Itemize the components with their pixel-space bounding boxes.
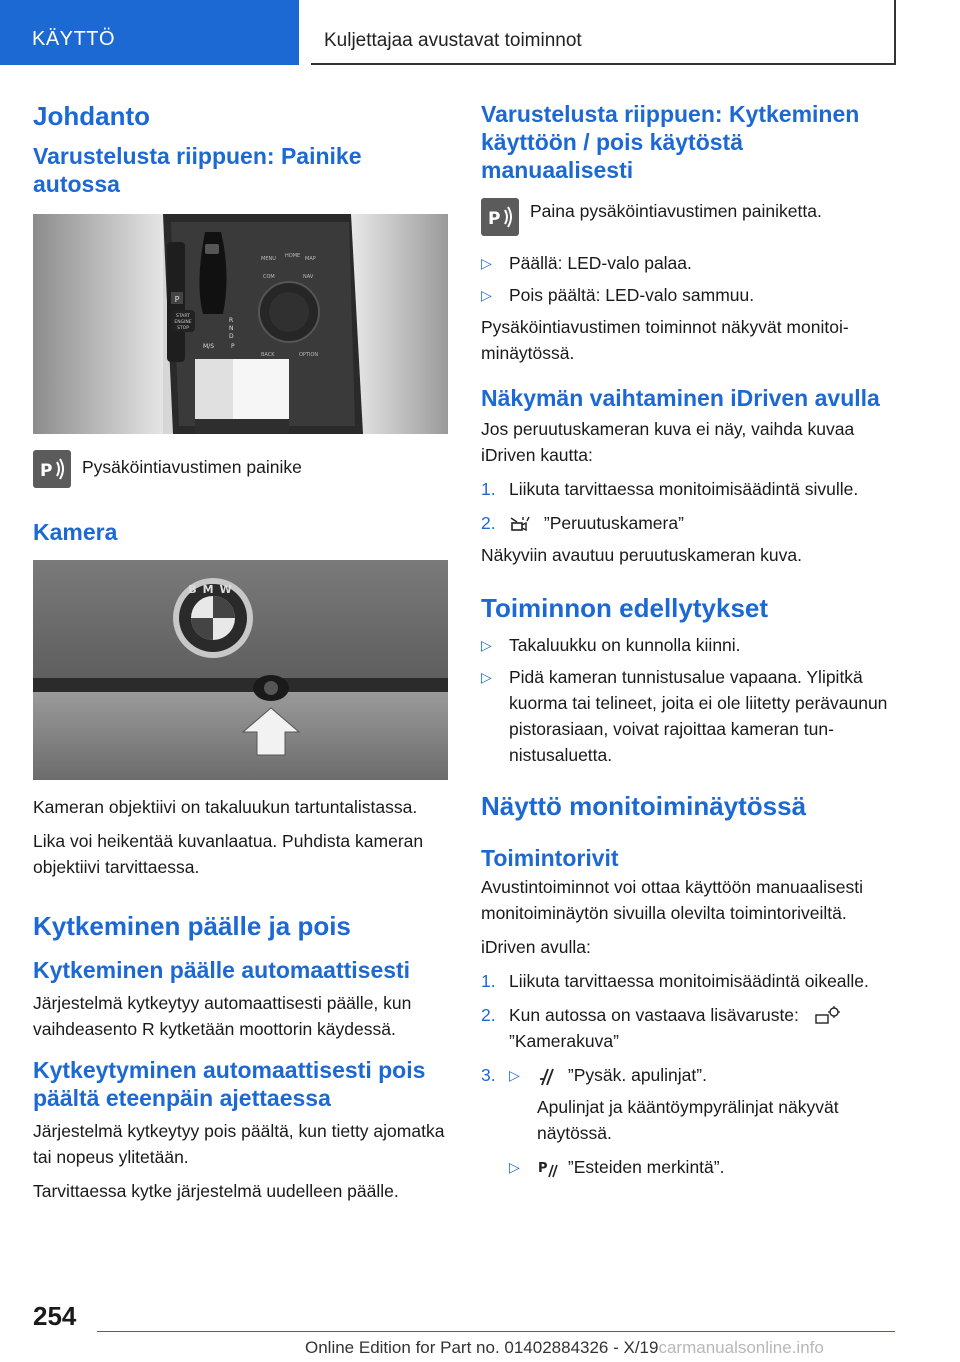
park-assist-icon <box>481 198 519 236</box>
manual-instruction-row <box>481 198 896 236</box>
heading-button-in-car: Varustelusta riippuen: Painike autossa <box>33 143 362 197</box>
section-title: KÄYTTÖ <box>32 28 116 50</box>
camera-text-2: Lika voi heikentää kuvanlaatua. Puhdista kameran objektiivi tarvittaessa. <box>33 831 424 877</box>
heading-change-view: Näkymän vaihtaminen iDriven avulla <box>481 385 880 411</box>
svg-text:START: START <box>176 314 190 319</box>
page-number: 254 <box>33 1301 77 1331</box>
svg-text:N: N <box>229 325 234 332</box>
sub-step: ▷ P ”Esteiden merkintä”. <box>509 1154 896 1180</box>
svg-text:M/S: M/S <box>203 343 215 350</box>
svg-text:OPTION: OPTION <box>299 352 319 358</box>
heading-on-off: Kytkeminen päälle ja pois <box>33 911 351 941</box>
heading-requirements: Toiminnon edellytykset <box>481 593 769 623</box>
manual-bullets <box>481 250 896 308</box>
rear-camera-illustration <box>33 560 448 780</box>
heading-auto-off: Kytkeytyminen automaattisesti pois päältä eteenpäin ajettaessa <box>33 1057 426 1111</box>
svg-text:ENGINE: ENGINE <box>174 320 192 325</box>
camera-view-icon <box>812 1005 842 1027</box>
list-item: ▷ Pois päältä: LED-valo sammuu. <box>481 285 755 305</box>
manual-instruction: Paina pysäköintiavustimen painiketta. <box>530 201 822 221</box>
svg-text:NAV: NAV <box>303 274 314 280</box>
camera-text-1: Kameran objektiivi on takaluukun tartuntalistassa. <box>33 797 418 817</box>
svg-text:MENU: MENU <box>261 256 276 262</box>
list-item: ▷ Pidä kameran tunnistusalue vapaana. Ylipitkä kuorma tai telineet, joita ei ole liitetty perävaunun pistorasiaan, voivat rajoittaa kameran tunnistusaluetta. <box>481 667 888 765</box>
list-item: 1. Liikuta tarvittaessa monitoimisäädintä oikealle. <box>481 971 869 991</box>
view-text: Jos peruutuskameran kuva ei näy, vaihda kuvaa iDriven kautta: <box>481 419 855 465</box>
view-result: Näkyviin avautuu peruutuskameran kuva. <box>481 545 803 565</box>
list-item: 2. ”Peruutuskamera” <box>481 513 684 533</box>
chapter-header <box>311 0 896 65</box>
svg-text:HOME: HOME <box>285 253 301 259</box>
svg-text:P: P <box>231 343 235 350</box>
svg-text:STOP: STOP <box>177 326 189 331</box>
svg-text:COM: COM <box>263 274 275 280</box>
manual-note: Pysäköintiavustimen toiminnot näkyvät monitoiminäytössä. <box>481 317 849 363</box>
chapter-title: Kuljettajaa avustavat toiminnot <box>324 30 582 51</box>
requirements-bullets <box>481 632 896 768</box>
button-caption: Pysäköintiavustimen painike <box>82 457 302 477</box>
button-caption-row <box>33 450 448 488</box>
heading-function-bars: Toimintorivit <box>481 845 619 871</box>
sub-step-note: Apulinjat ja kääntöympyrälinjat näkyvät näytössä. <box>537 1097 839 1143</box>
list-item: 1. Liikuta tarvittaessa monitoimisäädintä sivulle. <box>481 479 859 499</box>
heading-introduction: Johdanto <box>33 101 150 131</box>
svg-text:P: P <box>538 1161 548 1177</box>
svg-text:D: D <box>229 333 234 340</box>
list-item: 2. Kun autossa on vastaava lisävaruste: ”Kamerakuva” <box>481 1002 896 1054</box>
park-assist-icon <box>33 450 71 488</box>
idrive-intro: iDriven avulla: <box>481 937 591 957</box>
rear-camera-icon <box>509 514 535 534</box>
auto-on-text: Järjestelmä kytkeytyy automaattisesti päälle, kun vaihdeasento R kytketään moottorin käydessä. <box>33 993 412 1039</box>
heading-display: Näyttö monitoiminäytössä <box>481 791 807 821</box>
section-tab <box>0 0 299 65</box>
svg-text:BMW: BMW <box>188 583 238 596</box>
view-steps <box>481 476 896 536</box>
obstacle-marking-icon <box>537 1157 559 1179</box>
svg-text:P: P <box>40 461 53 481</box>
right-column <box>481 100 896 1180</box>
watermark: carmanualsonline.info <box>658 1338 824 1357</box>
center-console-illustration <box>33 214 448 434</box>
footer-edition: Online Edition for Part no. 01402884326 - X/19carmanualsonline.info <box>305 1338 824 1357</box>
heading-manual: Varustelusta riippuen: Kytkeminen käyttöön / pois käytöstä manuaalisesti <box>481 101 860 183</box>
parking-lines-icon <box>537 1065 559 1087</box>
function-steps <box>481 968 896 1180</box>
list-item: 3. ▷ ”Pysäk. apulinjat”. Apulinjat ja kääntöympyrälinjat näkyvät näytössä. ▷ P ”Esteiden merkintä”. <box>481 1062 896 1180</box>
left-column <box>33 100 448 1204</box>
svg-text:MAP: MAP <box>305 256 316 262</box>
svg-text:P: P <box>488 209 501 229</box>
list-item: ▷ Takaluukku on kunnolla kiinni. <box>481 635 741 655</box>
sub-step: ▷ ”Pysäk. apulinjat”. <box>509 1062 896 1088</box>
footer-divider <box>97 1331 895 1332</box>
list-item: ▷ Päällä: LED-valo palaa. <box>481 253 692 273</box>
svg-text:P: P <box>174 295 180 304</box>
rear-camera-photo <box>33 560 448 780</box>
auto-off-text-1: Järjestelmä kytkeytyy pois päältä, kun tietty ajomatka tai nopeus ylitetään. <box>33 1121 445 1167</box>
heading-camera: Kamera <box>33 519 118 545</box>
svg-text:R: R <box>229 317 234 324</box>
svg-text:BACK: BACK <box>261 352 275 358</box>
auto-off-text-2: Tarvittaessa kytke järjestelmä uudelleen päälle. <box>33 1181 399 1201</box>
function-bars-text: Avustintoiminnot voi ottaa käyttöön manuaalisesti monitoiminäytön sivuilla olevilta toimintoriveiltä. <box>481 877 863 923</box>
center-console-photo <box>33 214 448 434</box>
heading-auto-on: Kytkeminen päälle automaattisesti <box>33 957 411 983</box>
